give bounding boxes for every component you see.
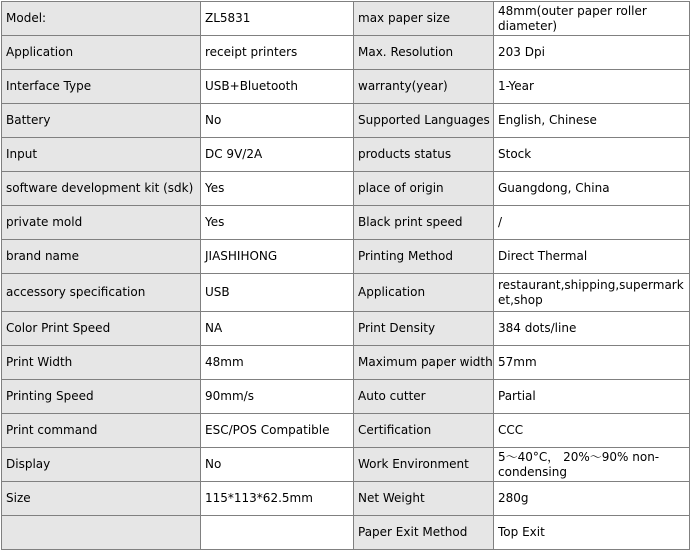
spec-label: Paper Exit Method: [354, 516, 494, 550]
table-row: [2, 448, 690, 482]
spec-label: Maximum paper width: [354, 346, 494, 380]
spec-value: USB: [201, 274, 354, 312]
spec-value: Partial: [494, 380, 690, 414]
spec-label: Size: [2, 482, 201, 516]
table-row: [2, 414, 690, 448]
spec-value: 203 Dpi: [494, 36, 690, 70]
spec-table: [1, 1, 690, 550]
table-row: [2, 482, 690, 516]
spec-label: Black print speed: [354, 206, 494, 240]
spec-label: Max. Resolution: [354, 36, 494, 70]
spec-label: Work Environment: [354, 448, 494, 482]
spec-label: products status: [354, 138, 494, 172]
spec-value: No: [201, 104, 354, 138]
spec-value: Yes: [201, 172, 354, 206]
spec-label: Input: [2, 138, 201, 172]
table-row: [2, 516, 690, 550]
table-row: [2, 70, 690, 104]
table-row: [2, 104, 690, 138]
spec-label: place of origin: [354, 172, 494, 206]
spec-value: /: [494, 206, 690, 240]
spec-value: USB+Bluetooth: [201, 70, 354, 104]
spec-label: [2, 516, 201, 550]
table-row: [2, 172, 690, 206]
table-row: [2, 346, 690, 380]
spec-label: Interface Type: [2, 70, 201, 104]
spec-label: Print Width: [2, 346, 201, 380]
table-row: [2, 36, 690, 70]
spec-label: Net Weight: [354, 482, 494, 516]
spec-value: ZL5831: [201, 2, 354, 36]
spec-value: receipt printers: [201, 36, 354, 70]
spec-label: warranty(year): [354, 70, 494, 104]
spec-label: Battery: [2, 104, 201, 138]
spec-label: Certification: [354, 414, 494, 448]
spec-value: restaurant,shipping,supermarket,shop: [494, 274, 690, 312]
spec-value: 280g: [494, 482, 690, 516]
spec-value: NA: [201, 312, 354, 346]
spec-value: 384 dots/line: [494, 312, 690, 346]
spec-label: Printing Speed: [2, 380, 201, 414]
spec-value: 115*113*62.5mm: [201, 482, 354, 516]
spec-value: Direct Thermal: [494, 240, 690, 274]
spec-value: 1-Year: [494, 70, 690, 104]
spec-value: 48mm(outer paper roller diameter): [494, 2, 690, 36]
spec-label: Color Print Speed: [2, 312, 201, 346]
table-row: [2, 138, 690, 172]
spec-value: 48mm: [201, 346, 354, 380]
spec-value: Yes: [201, 206, 354, 240]
spec-value: CCC: [494, 414, 690, 448]
spec-label: Auto cutter: [354, 380, 494, 414]
table-row: [2, 206, 690, 240]
spec-value: No: [201, 448, 354, 482]
spec-value: Stock: [494, 138, 690, 172]
spec-label: Print Density: [354, 312, 494, 346]
spec-value: 57mm: [494, 346, 690, 380]
spec-label: private mold: [2, 206, 201, 240]
spec-label: max paper size: [354, 2, 494, 36]
table-row: [2, 274, 690, 312]
spec-value: DC 9V/2A: [201, 138, 354, 172]
spec-label: Printing Method: [354, 240, 494, 274]
spec-label: Display: [2, 448, 201, 482]
spec-value: [201, 516, 354, 550]
spec-label: brand name: [2, 240, 201, 274]
spec-label: Supported Languages: [354, 104, 494, 138]
spec-label: Model:: [2, 2, 201, 36]
spec-value: 5～40°C， 20%～90% non-condensing: [494, 448, 690, 482]
spec-label: Application: [354, 274, 494, 312]
spec-value: Top Exit: [494, 516, 690, 550]
spec-value: ESC/POS Compatible: [201, 414, 354, 448]
spec-value: JIASHIHONG: [201, 240, 354, 274]
table-row: [2, 2, 690, 36]
spec-label: accessory specification: [2, 274, 201, 312]
spec-label: software development kit (sdk): [2, 172, 201, 206]
table-row: [2, 380, 690, 414]
table-row: [2, 312, 690, 346]
spec-label: Application: [2, 36, 201, 70]
spec-value: Guangdong, China: [494, 172, 690, 206]
spec-value: 90mm/s: [201, 380, 354, 414]
table-row: [2, 240, 690, 274]
spec-label: Print command: [2, 414, 201, 448]
spec-value: English, Chinese: [494, 104, 690, 138]
